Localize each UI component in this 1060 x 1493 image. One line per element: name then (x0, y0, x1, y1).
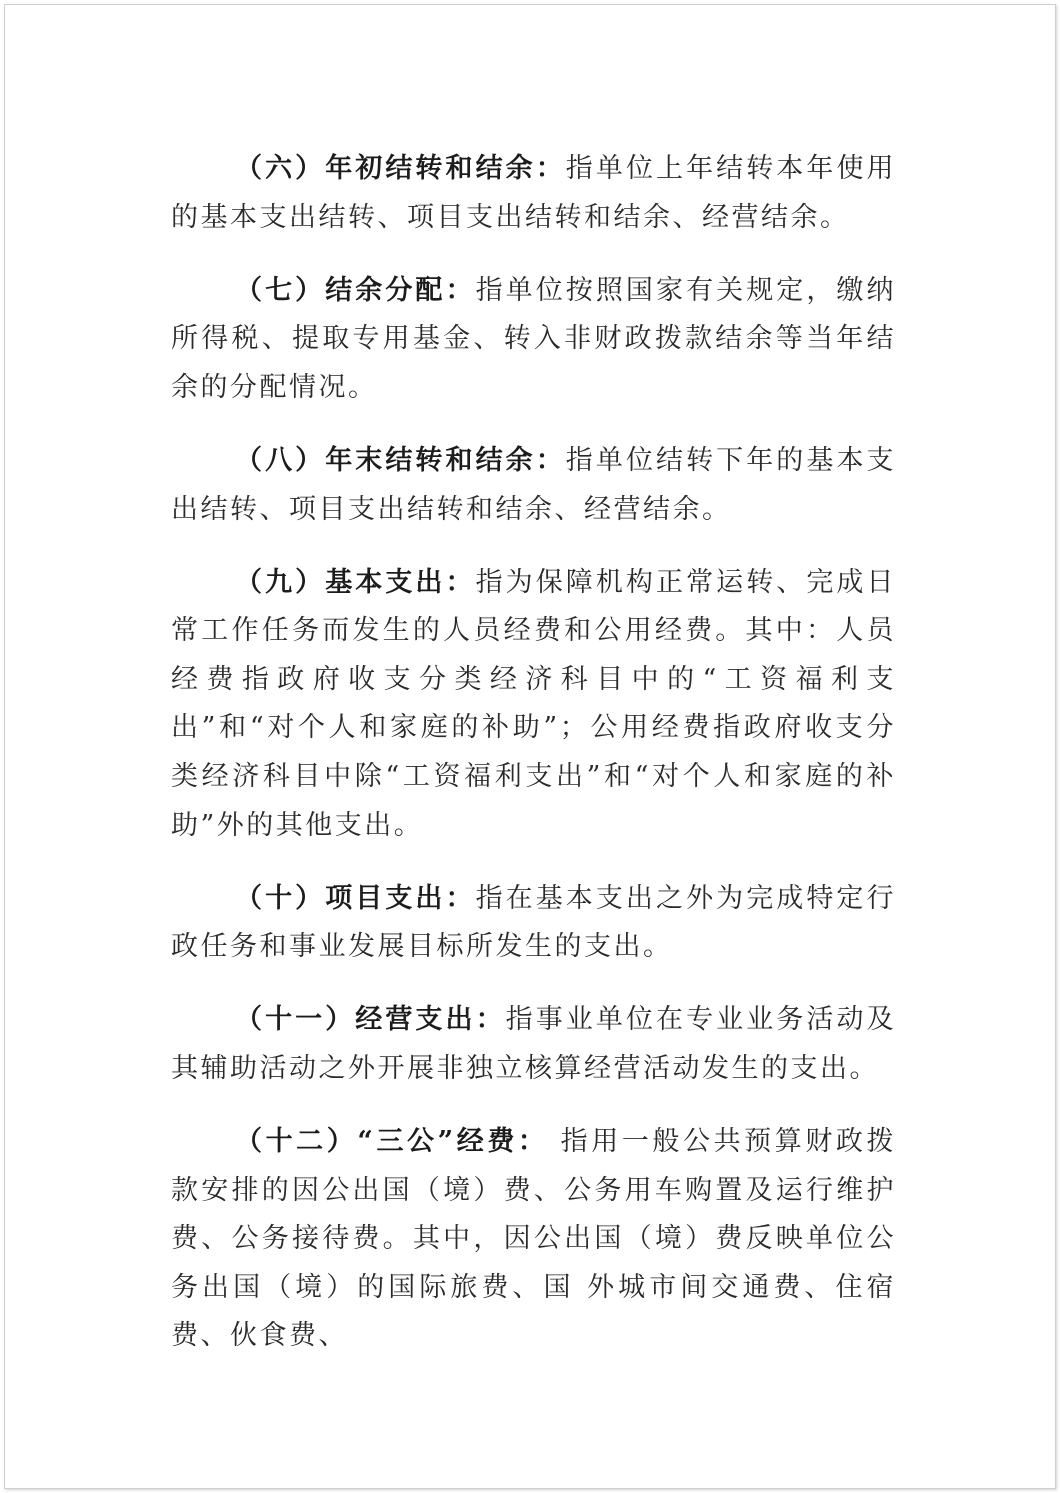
paragraph-term: （六）年初结转和结余： (235, 153, 566, 184)
paragraph-term: （十二）“三公”经费： (235, 1126, 549, 1158)
paragraph-term: （九）基本支出： (235, 566, 476, 598)
document-page (4, 4, 1056, 1489)
paragraph-term: （十一）经营支出： (235, 1004, 506, 1036)
paragraph-text: 指单位按照国家有关规定，缴纳所得税、提取专用基金、转入非财政拨款结余等当年结余的分配情况。 (171, 274, 897, 403)
paragraph-text: 指用一般公共预算财政拨款安排的因公出国（境）费、公务用车购置及运行维护费、公务接待费。其中，因公出国（境）费反映单位公务出国（境）的国际旅费、国 外城市间交通费、住宿费、伙食费、 (171, 1126, 896, 1352)
paragraph-text: 指为保障机构正常运转、完成日常工作任务而发生的人员经费和公用经费。其中：人员经费指政府收支分类经济科目中的“工资福利支出”和“对个人和家庭的补助”；公用经费指政府收支分类经济科目中除“工资福利支出”和“对个人和家庭的补助”外的其他支出。 (171, 566, 897, 841)
paragraph-operating-expenditure (171, 996, 896, 1093)
paragraph-three-public-expenses (171, 1118, 896, 1361)
paragraph-text: 指事业单位在专业业务活动及其辅助活动之外开展非独立核算经营活动发生的支出。 (171, 1004, 897, 1084)
paragraph-term: （七）结余分配： (235, 274, 476, 306)
paragraph-year-start-carryover (171, 145, 896, 242)
paragraph-basic-expenditure (171, 559, 896, 851)
paragraph-text: 指在基本支出之外为完成特定行政任务和事业发展目标所发生的支出。 (171, 882, 897, 963)
paragraph-text: 指单位结转下年的基本支出结转、项目支出结转和结余、经营结余。 (171, 444, 897, 525)
document-body (171, 145, 896, 1386)
paragraph-term: （十）项目支出： (235, 882, 476, 914)
paragraph-year-end-carryover (171, 437, 896, 534)
paragraph-term: （八）年末结转和结余： (235, 444, 566, 476)
paragraph-text: 指单位上年结转本年使用的基本支出结转、项目支出结转和结余、经营结余。 (171, 153, 897, 233)
paragraph-project-expenditure (171, 875, 896, 972)
paragraph-surplus-distribution (171, 267, 896, 413)
